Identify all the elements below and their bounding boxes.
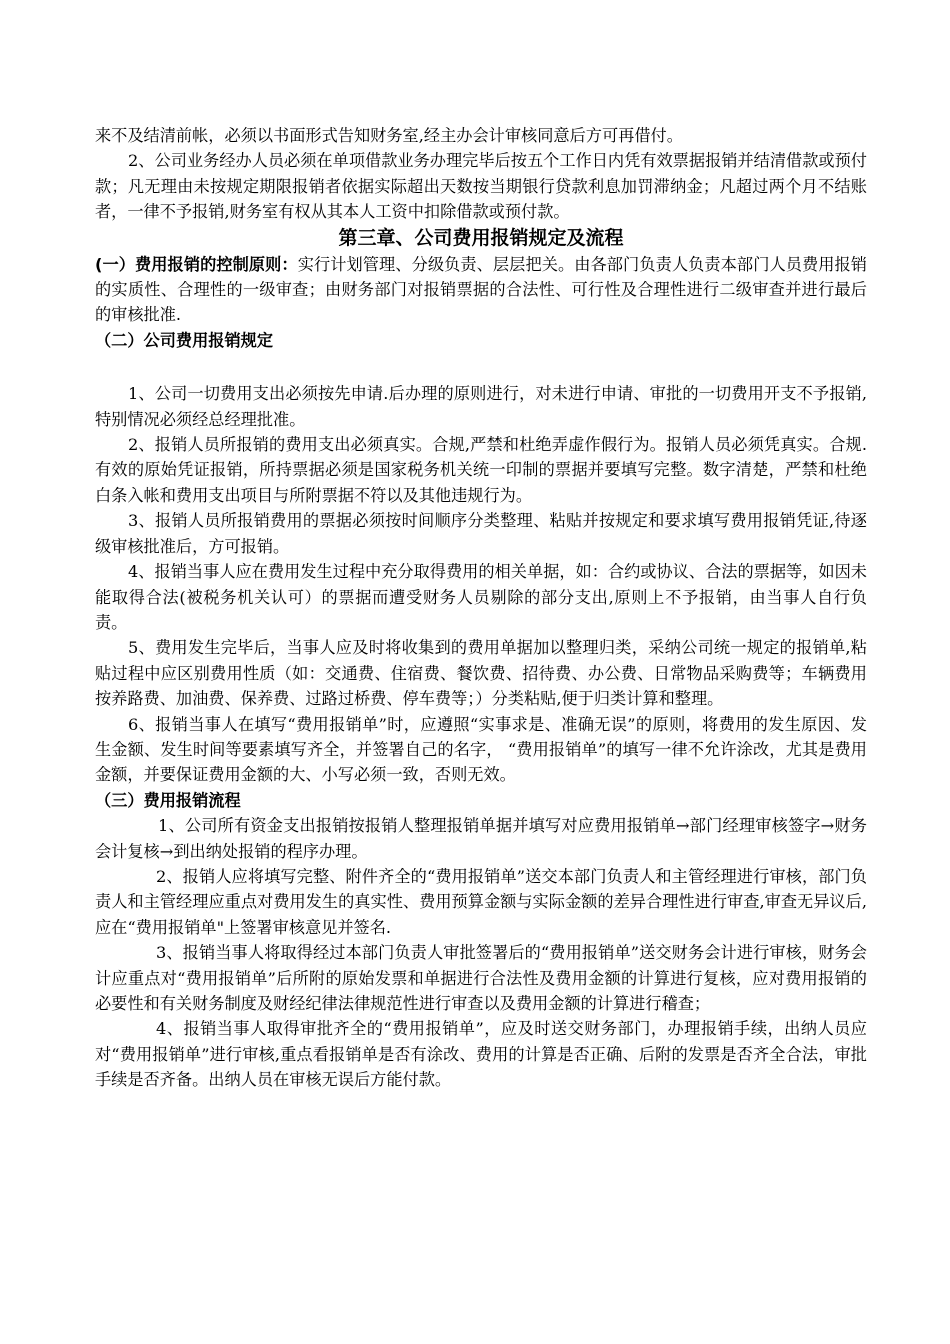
blank-line <box>95 353 867 381</box>
rule-item-5: 5、费用发生完毕后，当事人应及时将收集到的费用单据加以整理归类，采纳公司统一规定的报销单,粘贴过程中应区别费用性质（如：交通费、住宿费、餐饮费、招待费、办公费、日常物品采购费等；车辆费用按养路费、加油费、保养费、过路过桥费、停车费等；）分类粘贴,便于归类计算和整理。 <box>95 638 867 709</box>
process-item-3: 3、报销当事人将取得经过本部门负责人审批签署后的“费用报销单”送交财务会计进行审核，财务会计应重点对“费用报销单”后所附的原始发票和单据进行合法性及费用金额的计算进行复核，应对费用报销的必要性和有关财务制度及财经纪律法律规范性进行审查以及费用金额的计算进行稽查； <box>95 943 867 1013</box>
rule-item-3: 3、报销人员所报销费用的票据必须按时间顺序分类整理、粘贴并按规定和要求填写费用报销凭证,待逐级审核批准后，方可报销。 <box>95 511 867 556</box>
continued-paragraph: 来不及结清前帐，必须以书面形式告知财务室,经主办会计审核同意后方可再借付。 <box>95 126 683 145</box>
document-page <box>95 123 867 1093</box>
rule-item-1: 1、公司一切费用支出必须按先申请.后办理的原则进行，对未进行申请、审批的一切费用开支不予报销,特别情况必须经总经理批准。 <box>95 384 867 429</box>
process-item-2: 2、报销人应将填写完整、附件齐全的“费用报销单”送交本部门负责人和主管经理进行审核，部门负责人和主管经理应重点对费用发生的真实性、费用预算金额与实际金额的差异合理性进行审查,审查无异议后,应在“费用报销单"上签署审核意见并签名. <box>95 866 867 937</box>
rule-item-6: 6、报销当事人在填写“费用报销单”时，应遵照“实事求是、准确无误”的原则，将费用的发生原因、发生金额、发生时间等要素填写齐全，并签署自己的名字， “费用报销单”的填写一律不允许涂改，尤其是费用金额，并要保证费用金额的大、小写必须一致，否则无效。 <box>95 714 867 785</box>
section-1-heading: (一）费用报销的控制原则： <box>95 254 298 274</box>
rule-item-2: 2、报销人员所报销的费用支出必须真实。合规,严禁和杜绝弄虚作假行为。报销人员必须凭真实。合规.有效的原始凭证报销，所持票据必须是国家税务机关统一印制的票据并要填写完整。数字清楚，严禁和杜绝白条入帐和费用支出项目与所附票据不符以及其他违规行为。 <box>95 435 867 505</box>
process-item-1: 1、公司所有资金支出报销按报销人整理报销单据并填写对应费用报销单→部门经理审核签字→财务会计复核→到出纳处报销的程序办理。 <box>95 816 867 861</box>
continued-item-2: 2、公司业务经办人员必须在单项借款业务办理完毕后按五个工作日内凭有效票据报销并结清借款或预付款；凡无理由未按规定期限报销者依据实际超出天数按当期银行贷款利息加罚滞纳金；凡超过两个月不结账者，一律不予报销,财务室有权从其本人工资中扣除借款或预付款。 <box>95 151 867 222</box>
rule-item-4: 4、报销当事人应在费用发生过程中充分取得费用的相关单据，如：合约或协议、合法的票据等，如因未能取得合法(被税务机关认可）的票据而遭受财务人员剔除的部分支出,原则上不予报销，由当事人自行负责。 <box>95 562 867 632</box>
section-3-title: （三）费用报销流程 <box>95 790 241 810</box>
section-1-body: 实行计划管理、分级负责、层层把关。由各部门负责人负责本部门人员费用报销的实质性、合理性的一级审查；由财务部门对报销票据的合法性、可行性及合理性进行二级审查并进行最后的审核批准. <box>95 254 867 325</box>
process-item-4: 4、报销当事人取得审批齐全的“费用报销单”，应及时送交财务部门，办理报销手续，出纳人员应对“费用报销单”进行审核,重点看报销单是否有涂改、费用的计算是否正确、后附的发票是否齐全合法，审批手续是否齐备。出纳人员在审核无误后方能付款。 <box>95 1019 867 1090</box>
chapter-title: 第三章、公司费用报销规定及流程 <box>338 226 624 249</box>
section-1-paragraph <box>95 252 867 328</box>
section-2-title: （二）公司费用报销规定 <box>95 330 274 350</box>
